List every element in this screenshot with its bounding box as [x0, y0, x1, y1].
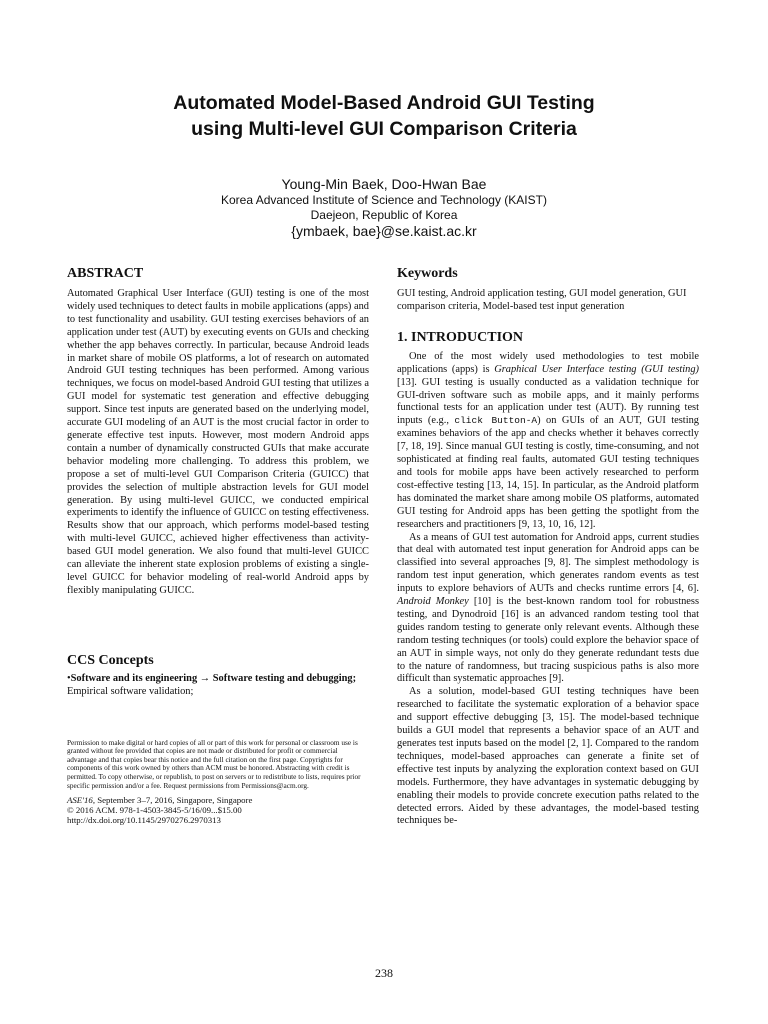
intro-p2-part-a: As a means of GUI test automation for Android apps, current studies that deal with automated test input generation for Android apps can be classified into several approaches [9, 8]. The simplest methodology is random test input generation, which generates random events as test inputs to explore behaviors of AUTs and checks runtime errors [4, 6].: [397, 531, 699, 595]
permission-notice: Permission to make digital or hard copies of all or part of this work for personal or classroom use is granted without fee provided that copies are not made or distributed for profit or commercial advantage and that copies bear this notice and the full citation on the first page. Copyrights for components of this work owned by others than ACM must be honored. Abstracting with credit is permitted. To copy otherwise, or republish, to post on servers or to redistribute to lists, requires prior specific permission and/or a fee. Request permissions from Permissions@acm.org.: [67, 737, 361, 790]
keywords-heading: Keywords: [397, 266, 458, 281]
conference-name: ASE'16: [67, 795, 93, 806]
author-affiliation: Korea Advanced Institute of Science and Technology (KAIST): [221, 193, 547, 207]
intro-p2-part-b: [10] is the best-known random tool for robustness testing, and Dynodroid [16] is an advanced random testing tool that guides random testing to generate only relevant events. Although these random testing techniques (or tools) could explore the behavior space of an AUT in simple ways, not only do they generate redundant tests due to the nature of randomness, but tracing suspicious paths is also more difficult than systematic approaches [9].: [397, 596, 700, 685]
ccs-concept-rest: Empirical software validation;: [67, 685, 194, 697]
ccs-concept-2: Software testing and debugging;: [212, 672, 357, 684]
intro-p1-part-b: [13]. GUI testing is usually conducted as a validation technique for GUI-driven software such as mobile apps, and it mainly performs functional tests for an application under test (AUT). By running test inputs (e.g.,: [397, 376, 699, 427]
intro-p1-part-a: One of the most widely used methodologies to test mobile applications (apps) is: [397, 350, 699, 375]
ccs-concept-1: Software and its engineering: [70, 672, 198, 684]
doi-link[interactable]: http://dx.doi.org/10.1145/2970276.2970313: [67, 814, 221, 825]
intro-p1-code: click Button-A: [454, 415, 538, 427]
ccs-heading: CCS Concepts: [67, 652, 154, 668]
copyright-line: © 2016 ACM. 978-1-4503-3845-5/16/09...$15.00: [67, 804, 242, 815]
left-column: [67, 265, 369, 826]
page-number: 238: [375, 966, 393, 980]
abstract-text: Automated Graphical User Interface (GUI) testing is one of the most widely used techniques to detect faults in mobile applications (apps) and to test functionality and usability. GUI testing exercises behaviors of an application under test (AUT) by executing events on GUIs and checking whether the app behaves correctly. In particular, because Android leads in market share of mobile OS platforms, a lot of research on automated Android GUI testing techniques has been performed. Among various techniques, we focus on model-based Android GUI testing that utilizes a GUI model for systematic test generation and effective debugging support. Since test inputs are generated based on the underlying model, accurate GUI modeling of an AUT is the most crucial factor in order to generate effective test inputs. However, most modern Android apps contain a number of dynamically constructed GUIs that make accurate behavior modeling more challenging. To address this problem, we propose a set of multi-level GUI Comparison Criteria (GUICC) that provides the selection of multiple abstraction levels for GUI model generation. By using multi-level GUICC, we conducted empirical experiments to identify the influence of GUICC on testing effectiveness. Results show that our approach, which performs model-based testing with multi-level GUICC, achieved higher effectiveness than activity-based GUI model generation. We also found that multi-level GUICC can alleviate the inherent state explosion problems of existing a single-level GUICC for behavior modeling of real-world Android apps by flexibly manipulating GUICC.: [67, 288, 369, 596]
intro-heading: 1. INTRODUCTION: [397, 329, 524, 345]
intro-paragraph-1: [397, 351, 699, 532]
author-location: Daejeon, Republic of Korea: [310, 207, 458, 222]
conference-details: , September 3–7, 2016, Singapore, Singapore: [92, 795, 253, 806]
title-line-1: Automated Model-Based Android GUI Testing: [173, 92, 595, 114]
right-column: [397, 265, 699, 828]
conference-citation: [67, 796, 369, 825]
intro-paragraph-3: As a solution, model-based GUI testing techniques have been researched to facilitate the systematic exploration of a behavior space and support effective debugging [3, 15]. The model-based technique builds a GUI model that represents a behavior space of an AUT and generates test inputs based on the model [2, 1]. Compared to the random techniques, model-based approaches can generate a finite set of effective test inputs by analyzing the exploration context based on GUI models. Furthermore, they have advantages in systematic debugging by enabling their models to provide concrete execution paths related to the detected errors. Aided by these advantages, the model-based testing techniques be-: [397, 686, 699, 827]
keywords-text: GUI testing, Android application testing, GUI model generation, GUI comparison criteria, Model-based test input generation: [397, 288, 687, 312]
intro-p2-emphasis: Android Monkey: [397, 596, 469, 608]
author-email: {ymbaek, bae}@se.kaist.ac.kr: [291, 223, 477, 239]
intro-paragraph-2: [397, 532, 699, 687]
title-line-2: using Multi-level GUI Comparison Criteria: [191, 118, 577, 140]
ccs-concepts: [67, 673, 369, 699]
intro-p1-part-c: ) on GUIs of an AUT, GUI testing examines behaviors of the app and checks whether it behaves correctly [7, 18, 19]. Since manual GUI testing is costly, time-consuming, and not sophisticated at finding real faults, automated GUI testing techniques and tools for mobile apps have been actively researched to perform cost-effective testing [13, 14, 15]. In particular, as the Android platform has dominated the market share among mobile OS platforms, automated GUI testing for Android apps has been getting the spotlight from the researchers and practitioners [9, 13, 10, 16, 12].: [397, 415, 699, 530]
author-names: Young-Min Baek, Doo-Hwan Bae: [281, 176, 487, 192]
abstract-heading: ABSTRACT: [67, 266, 144, 281]
paper-title: [0, 90, 768, 142]
intro-p1-emphasis: Graphical User Interface testing (GUI testing): [494, 363, 699, 375]
ccs-bullet: •: [67, 672, 71, 684]
ccs-arrow: →: [199, 672, 211, 684]
author-block: [0, 175, 768, 240]
